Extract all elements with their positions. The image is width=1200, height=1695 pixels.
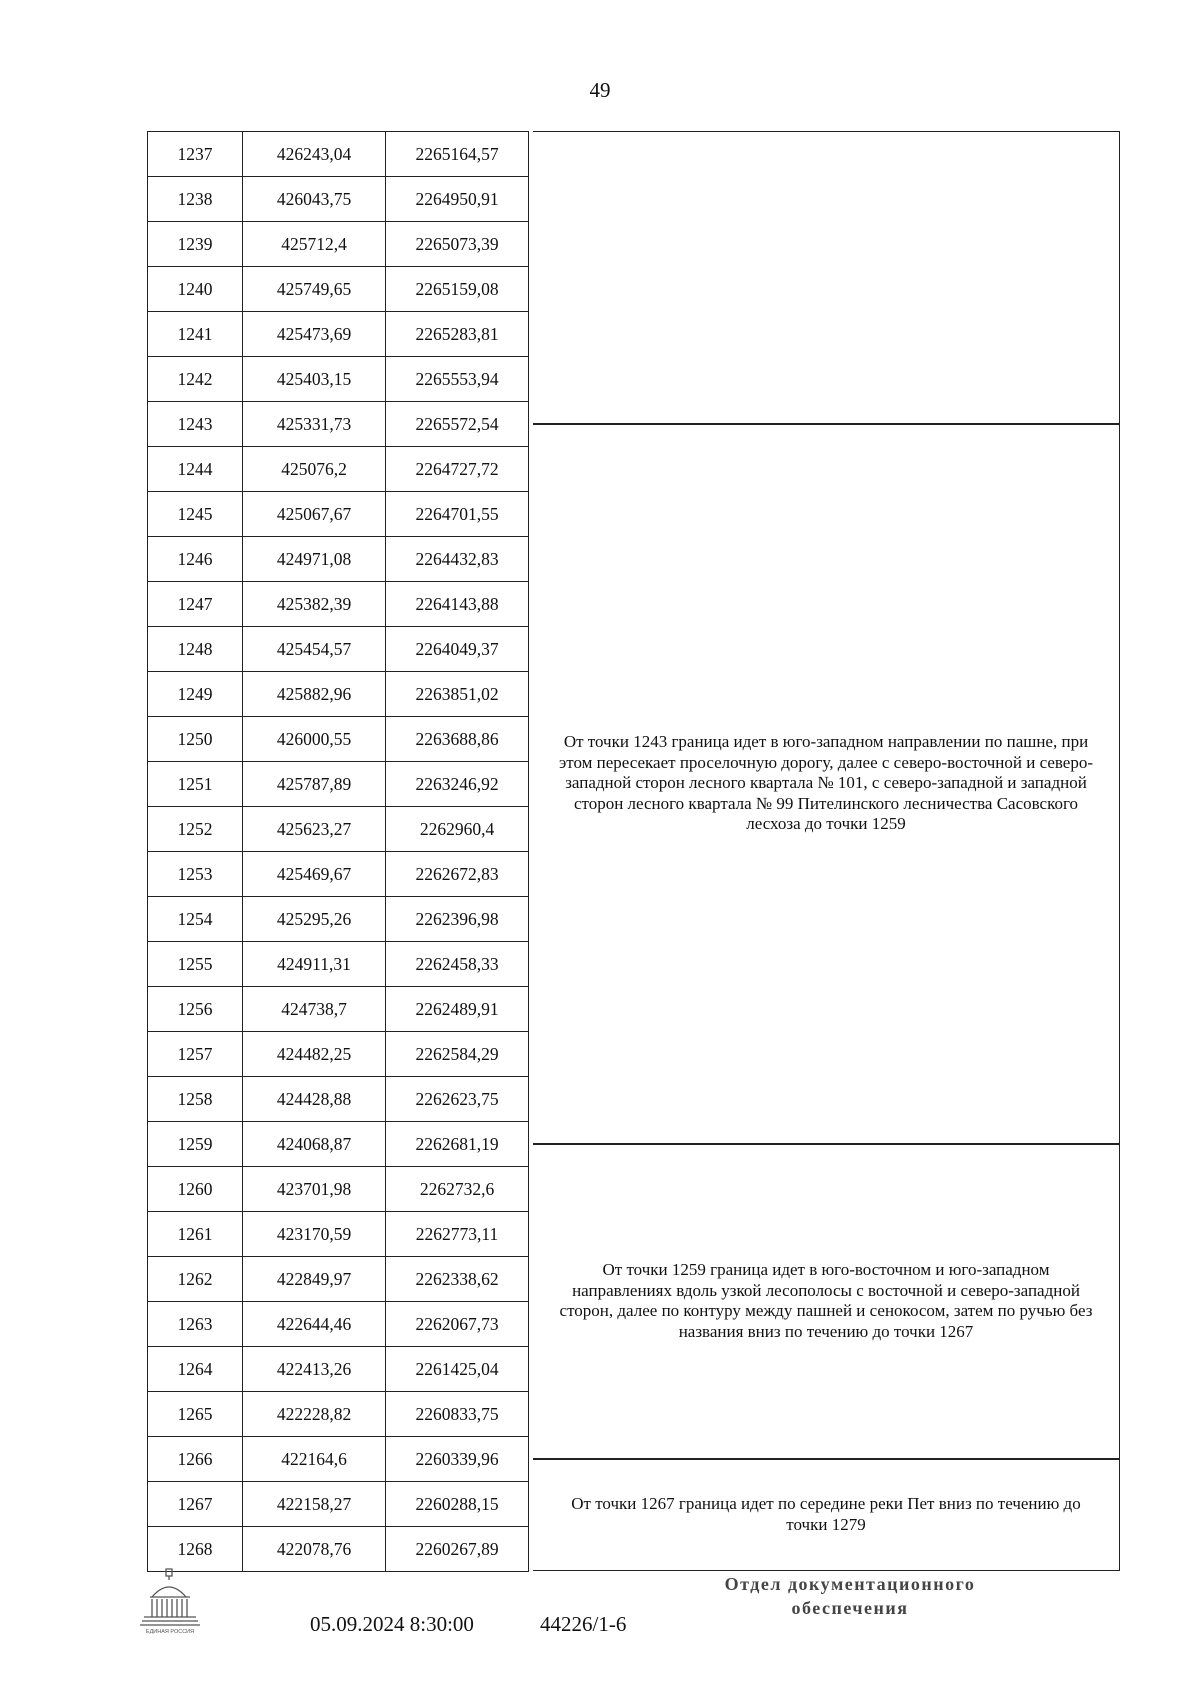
x-coordinate-cell: 425067,67 — [243, 492, 386, 537]
x-coordinate-cell: 423701,98 — [243, 1167, 386, 1212]
table-row — [148, 852, 529, 897]
point-number-cell: 1265 — [148, 1392, 243, 1437]
x-coordinate-cell: 425076,2 — [243, 447, 386, 492]
table-row — [148, 1032, 529, 1077]
y-coordinate-cell: 2264727,72 — [386, 447, 529, 492]
point-number-cell: 1256 — [148, 987, 243, 1032]
x-coordinate-cell: 424738,7 — [243, 987, 386, 1032]
y-coordinate-cell: 2265164,57 — [386, 132, 529, 177]
table-row — [148, 312, 529, 357]
table-row — [148, 177, 529, 222]
table-row — [148, 582, 529, 627]
point-number-cell: 1263 — [148, 1302, 243, 1347]
x-coordinate-cell: 424068,87 — [243, 1122, 386, 1167]
point-number-cell: 1244 — [148, 447, 243, 492]
table-row — [148, 1167, 529, 1212]
boundary-description-1243-1259: От точки 1243 граница идет в юго-западном направлении по пашне, при этом пересекает проселочную дорогу, далее с северо-восточной и северо-западной сторон лесного квартала № 101, с северо-западной и западной сторон лесного квартала № 99 Пителинского лесничества Сасовского лесхоза до точки 1259 — [533, 424, 1120, 1144]
point-number-cell: 1241 — [148, 312, 243, 357]
y-coordinate-cell: 2264432,83 — [386, 537, 529, 582]
table-row — [148, 402, 529, 447]
table-row — [148, 1527, 529, 1572]
department-line-1: Отдел документационного — [724, 1574, 976, 1594]
x-coordinate-cell: 422158,27 — [243, 1482, 386, 1527]
point-number-cell: 1266 — [148, 1437, 243, 1482]
table-row — [148, 762, 529, 807]
x-coordinate-cell: 422849,97 — [243, 1257, 386, 1302]
x-coordinate-cell: 424971,08 — [243, 537, 386, 582]
table-row — [148, 942, 529, 987]
y-coordinate-cell: 2265553,94 — [386, 357, 529, 402]
table-row — [148, 357, 529, 402]
point-number-cell: 1264 — [148, 1347, 243, 1392]
table-row — [148, 447, 529, 492]
table-row — [148, 717, 529, 762]
y-coordinate-cell: 2262458,33 — [386, 942, 529, 987]
x-coordinate-cell: 424428,88 — [243, 1077, 386, 1122]
footer-timestamp: 05.09.2024 8:30:00 — [310, 1612, 474, 1636]
point-number-cell: 1261 — [148, 1212, 243, 1257]
y-coordinate-cell: 2262067,73 — [386, 1302, 529, 1347]
point-number-cell: 1255 — [148, 942, 243, 987]
table-row — [148, 1392, 529, 1437]
point-number-cell: 1253 — [148, 852, 243, 897]
x-coordinate-cell: 425331,73 — [243, 402, 386, 447]
y-coordinate-cell: 2262732,6 — [386, 1167, 529, 1212]
table-row — [148, 672, 529, 717]
x-coordinate-cell: 422228,82 — [243, 1392, 386, 1437]
y-coordinate-cell: 2265159,08 — [386, 267, 529, 312]
x-coordinate-cell: 422413,26 — [243, 1347, 386, 1392]
x-coordinate-cell: 426243,04 — [243, 132, 386, 177]
point-number-cell: 1237 — [148, 132, 243, 177]
point-number-cell: 1267 — [148, 1482, 243, 1527]
y-coordinate-cell: 2260339,96 — [386, 1437, 529, 1482]
y-coordinate-cell: 2262960,4 — [386, 807, 529, 852]
x-coordinate-cell: 422644,46 — [243, 1302, 386, 1347]
y-coordinate-cell: 2265283,81 — [386, 312, 529, 357]
point-number-cell: 1251 — [148, 762, 243, 807]
y-coordinate-cell: 2264701,55 — [386, 492, 529, 537]
x-coordinate-cell: 425787,89 — [243, 762, 386, 807]
x-coordinate-cell: 423170,59 — [243, 1212, 386, 1257]
y-coordinate-cell: 2261425,04 — [386, 1347, 529, 1392]
y-coordinate-cell: 2262396,98 — [386, 897, 529, 942]
y-coordinate-cell: 2260288,15 — [386, 1482, 529, 1527]
parliament-building-emblem-icon — [138, 1567, 202, 1635]
boundary-description-1237-1243 — [533, 131, 1120, 424]
point-number-cell: 1243 — [148, 402, 243, 447]
y-coordinate-cell: 2264143,88 — [386, 582, 529, 627]
footer-document-number: 44226/1-6 — [540, 1612, 627, 1636]
point-number-cell: 1246 — [148, 537, 243, 582]
table-row — [148, 1482, 529, 1527]
y-coordinate-cell: 2262338,62 — [386, 1257, 529, 1302]
point-number-cell: 1239 — [148, 222, 243, 267]
table-row — [148, 537, 529, 582]
x-coordinate-cell: 425454,57 — [243, 627, 386, 672]
y-coordinate-cell: 2262584,29 — [386, 1032, 529, 1077]
x-coordinate-cell: 425882,96 — [243, 672, 386, 717]
y-coordinate-cell: 2262681,19 — [386, 1122, 529, 1167]
table-row — [148, 1122, 529, 1167]
table-row — [148, 807, 529, 852]
table-row — [148, 267, 529, 312]
point-number-cell: 1249 — [148, 672, 243, 717]
x-coordinate-cell: 425403,15 — [243, 357, 386, 402]
svg-text:ЕДИНАЯ РОССИЯ: ЕДИНАЯ РОССИЯ — [145, 1629, 195, 1635]
point-number-cell: 1250 — [148, 717, 243, 762]
point-number-cell: 1247 — [148, 582, 243, 627]
x-coordinate-cell: 422164,6 — [243, 1437, 386, 1482]
point-number-cell: 1260 — [148, 1167, 243, 1212]
y-coordinate-cell: 2265572,54 — [386, 402, 529, 447]
table-row — [148, 1302, 529, 1347]
coordinates-table — [147, 131, 529, 1572]
y-coordinate-cell: 2262489,91 — [386, 987, 529, 1032]
table-row — [148, 987, 529, 1032]
y-coordinate-cell: 2262623,75 — [386, 1077, 529, 1122]
y-coordinate-cell: 2260833,75 — [386, 1392, 529, 1437]
point-number-cell: 1268 — [148, 1527, 243, 1572]
point-number-cell: 1262 — [148, 1257, 243, 1302]
table-row — [148, 1347, 529, 1392]
y-coordinate-cell: 2264950,91 — [386, 177, 529, 222]
y-coordinate-cell: 2262773,11 — [386, 1212, 529, 1257]
table-row — [148, 1077, 529, 1122]
table-row — [148, 1257, 529, 1302]
boundary-description-1267-1279: От точки 1267 граница идет по середине реки Пет вниз по течению до точки 1279 — [533, 1459, 1120, 1572]
coordinates-table-body — [148, 132, 529, 1572]
point-number-cell: 1245 — [148, 492, 243, 537]
y-coordinate-cell: 2263688,86 — [386, 717, 529, 762]
page-number: 49 — [589, 78, 611, 102]
table-row — [148, 492, 529, 537]
boundary-description-1259-1267: От точки 1259 граница идет в юго-восточном и юго-западном направлениях вдоль узкой лесополосы с восточной и северо-западной сторон, далее по контуру между пашней и сенокосом, затем по ручью без названия вниз по течению до точки 1267 — [533, 1144, 1120, 1459]
y-coordinate-cell: 2264049,37 — [386, 627, 529, 672]
point-number-cell: 1242 — [148, 357, 243, 402]
table-row — [148, 1437, 529, 1482]
table-row — [148, 222, 529, 267]
y-coordinate-cell: 2262672,83 — [386, 852, 529, 897]
x-coordinate-cell: 425749,65 — [243, 267, 386, 312]
x-coordinate-cell: 426043,75 — [243, 177, 386, 222]
y-coordinate-cell: 2263246,92 — [386, 762, 529, 807]
department-line-2: обеспечения — [791, 1598, 909, 1618]
footer-department-stamp — [700, 1572, 1000, 1620]
y-coordinate-cell: 2260267,89 — [386, 1527, 529, 1572]
table-row — [148, 627, 529, 672]
table-row — [148, 1212, 529, 1257]
x-coordinate-cell: 425469,67 — [243, 852, 386, 897]
x-coordinate-cell: 425382,39 — [243, 582, 386, 627]
point-number-cell: 1259 — [148, 1122, 243, 1167]
y-coordinate-cell: 2263851,02 — [386, 672, 529, 717]
y-coordinate-cell: 2265073,39 — [386, 222, 529, 267]
x-coordinate-cell: 425623,27 — [243, 807, 386, 852]
x-coordinate-cell: 425473,69 — [243, 312, 386, 357]
x-coordinate-cell: 422078,76 — [243, 1527, 386, 1572]
table-row — [148, 132, 529, 177]
x-coordinate-cell: 424482,25 — [243, 1032, 386, 1077]
point-number-cell: 1254 — [148, 897, 243, 942]
point-number-cell: 1238 — [148, 177, 243, 222]
point-number-cell: 1240 — [148, 267, 243, 312]
point-number-cell: 1258 — [148, 1077, 243, 1122]
x-coordinate-cell: 426000,55 — [243, 717, 386, 762]
x-coordinate-cell: 425295,26 — [243, 897, 386, 942]
x-coordinate-cell: 425712,4 — [243, 222, 386, 267]
point-number-cell: 1252 — [148, 807, 243, 852]
point-number-cell: 1248 — [148, 627, 243, 672]
point-number-cell: 1257 — [148, 1032, 243, 1077]
table-row — [148, 897, 529, 942]
x-coordinate-cell: 424911,31 — [243, 942, 386, 987]
